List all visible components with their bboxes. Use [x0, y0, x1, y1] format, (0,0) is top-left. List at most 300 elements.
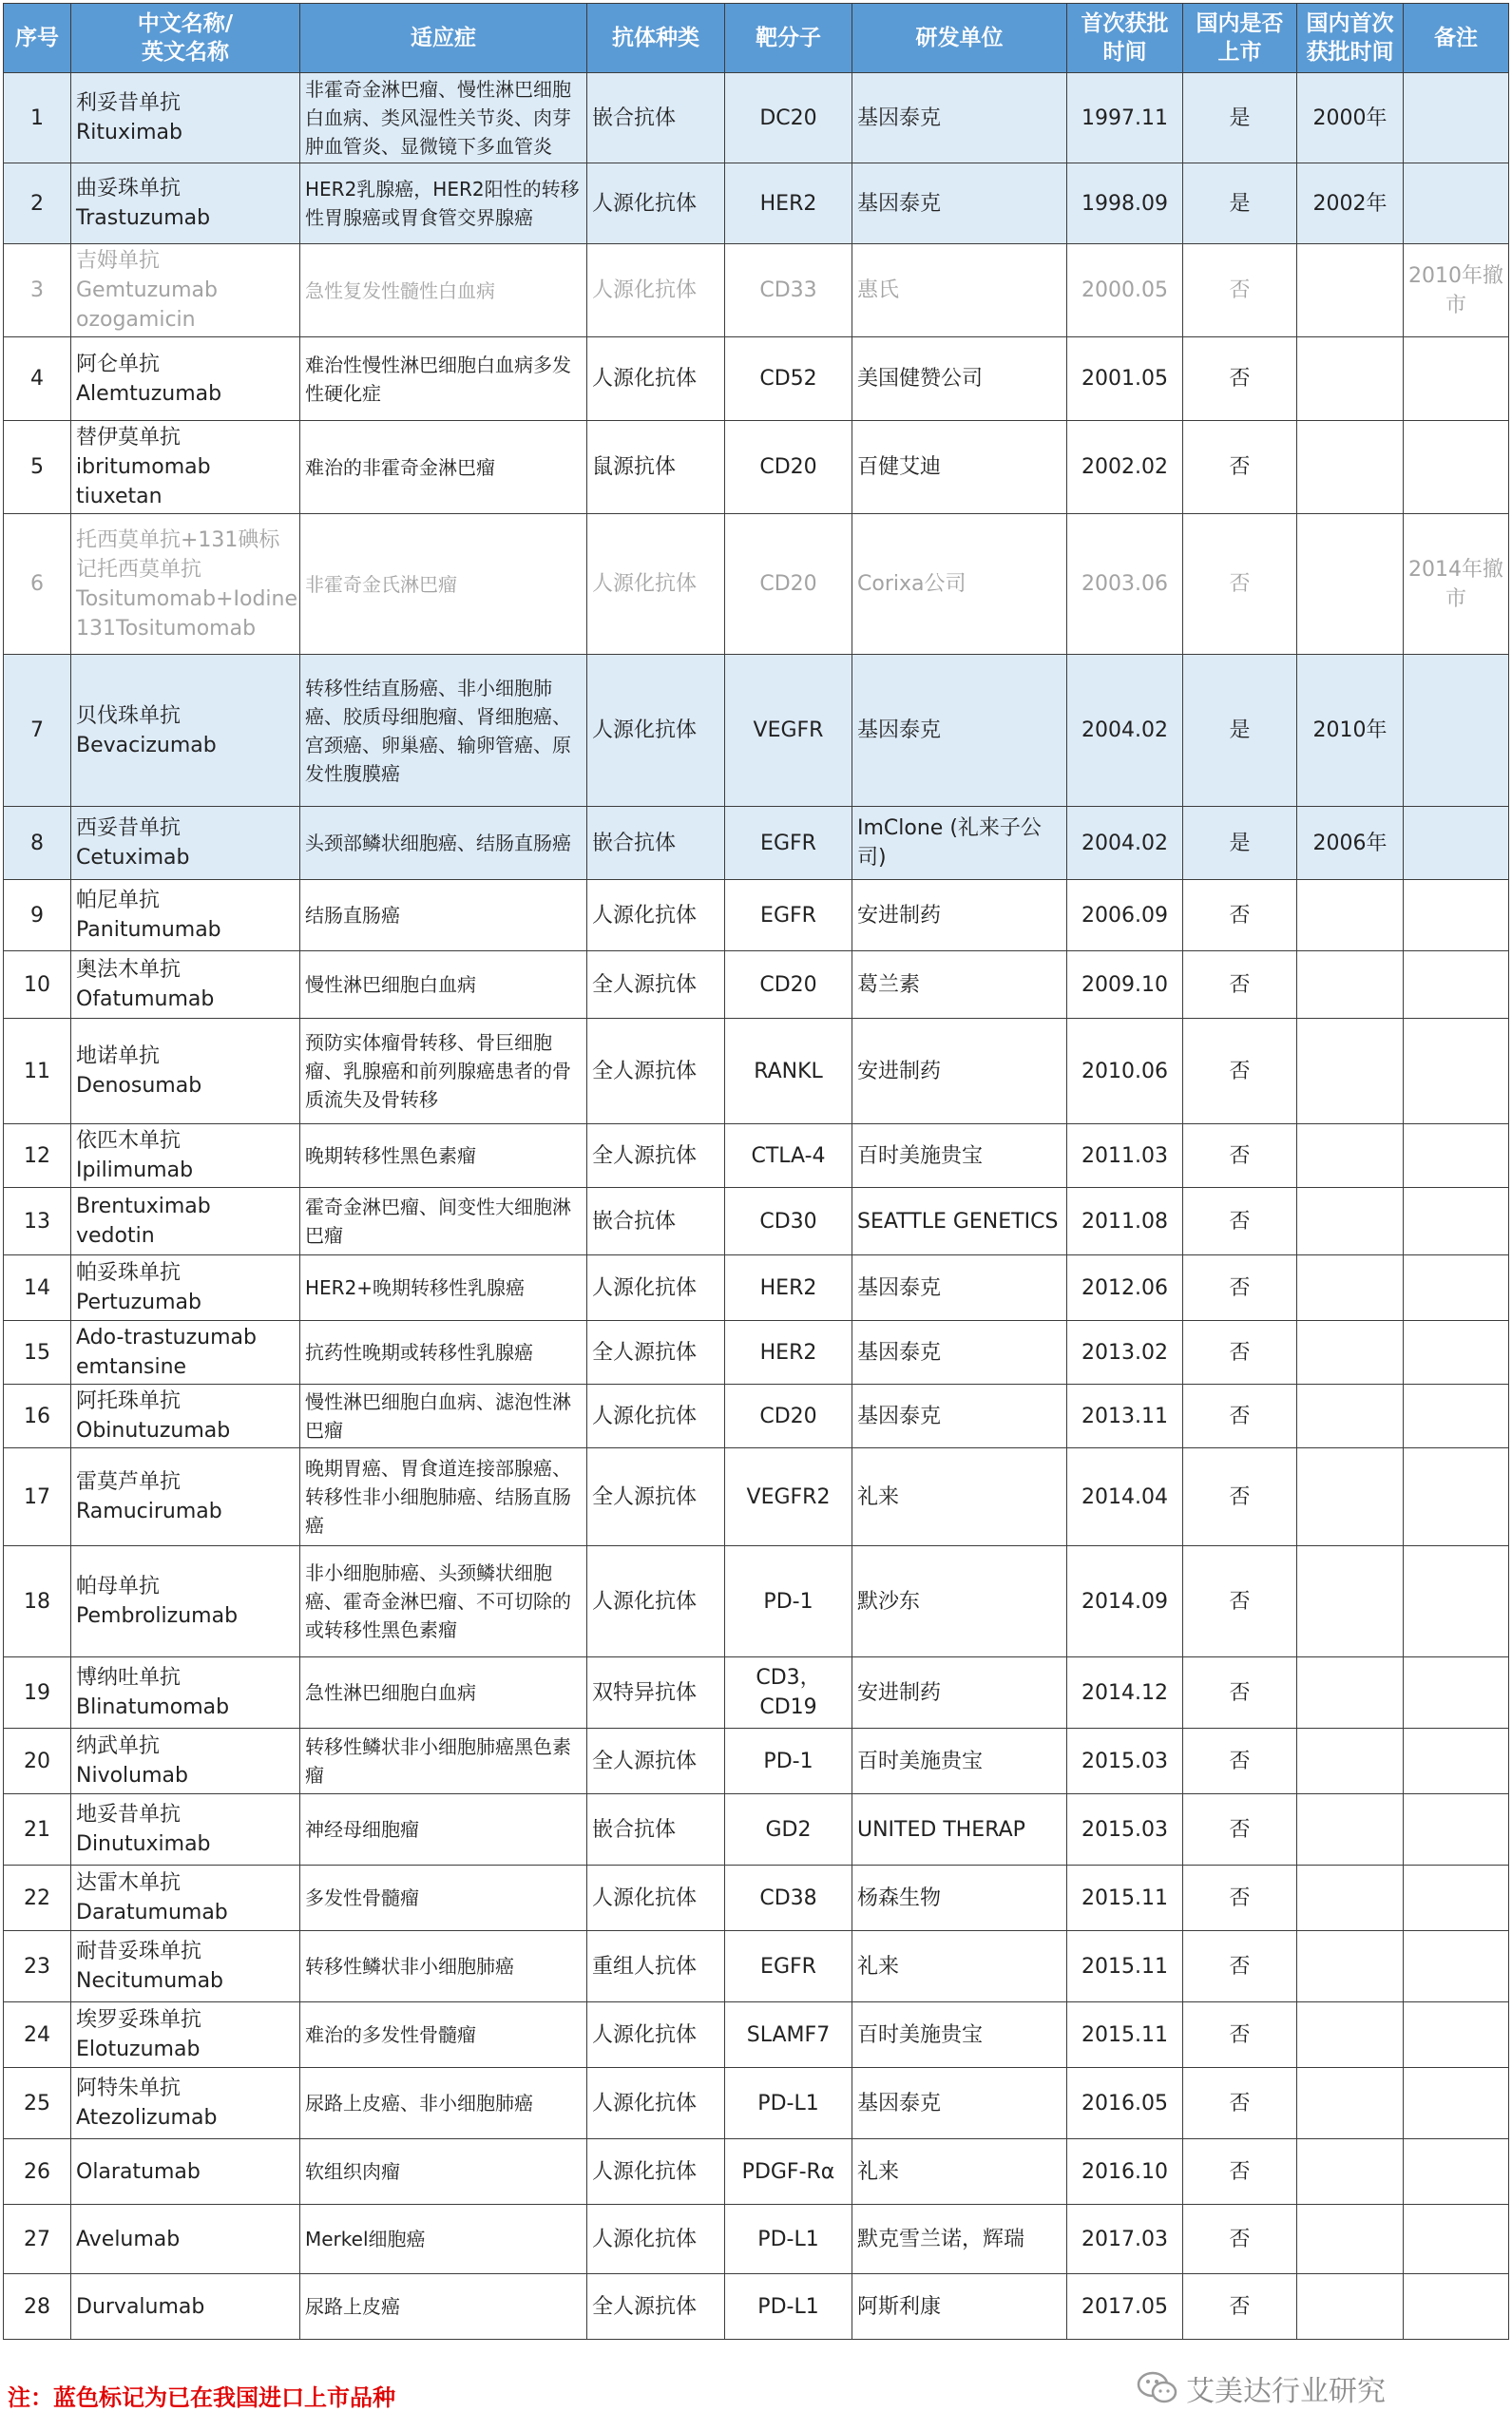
remark-cell: [1404, 2068, 1509, 2139]
table-row: [4, 1019, 1509, 1124]
remark-cell: [1404, 163, 1509, 244]
drug-name-cell: [71, 1321, 300, 1385]
antibody-type-cell: 全人源抗体: [587, 951, 725, 1019]
drug-name-cn: 西妥昔单抗: [76, 816, 182, 840]
row-number: 19: [4, 1657, 71, 1729]
remark-cell: [1404, 2002, 1509, 2068]
china-marketed-cell: 否: [1183, 1385, 1297, 1448]
china-marketed-cell: 否: [1183, 951, 1297, 1019]
developer-cell: UNITED THERAP: [852, 1794, 1067, 1866]
china-approval-cell: [1297, 1448, 1404, 1546]
remark-cell: [1404, 1188, 1509, 1255]
drug-name-en: Atezolizumab: [76, 2106, 218, 2130]
remark-cell: [1404, 1546, 1509, 1657]
indication-cell: 转移性结直肠癌、非小细胞肺癌、胶质母细胞瘤、肾细胞癌、宫颈癌、卵巢癌、输卵管癌、原发性腹膜癌: [300, 655, 587, 807]
drug-name-cn: 地妥昔单抗: [76, 1803, 182, 1827]
first-approval-cell: 2017.03: [1067, 2205, 1183, 2274]
indication-cell: 急性复发性髓性白血病: [300, 244, 587, 337]
drug-name-cn: 埃罗妥珠单抗: [76, 2008, 202, 2032]
target-cell: CD30: [725, 1188, 852, 1255]
table-row: [4, 73, 1509, 163]
row-number: 7: [4, 655, 71, 807]
china-marketed-cell: 否: [1183, 1019, 1297, 1124]
china-approval-cell: 2006年: [1297, 807, 1404, 880]
target-cell: HER2: [725, 1321, 852, 1385]
first-approval-cell: 2015.11: [1067, 1931, 1183, 2002]
drug-name-en: Ipilimumab: [76, 1158, 194, 1182]
target-cell: CD20: [725, 1385, 852, 1448]
indication-cell: 难治性慢性淋巴细胞白血病多发性硬化症: [300, 337, 587, 421]
indication-cell: 多发性骨髓瘤: [300, 1866, 587, 1931]
remark-cell: [1404, 1729, 1509, 1794]
remark-cell: [1404, 2205, 1509, 2274]
drug-name-en: Ofatumumab: [76, 987, 215, 1011]
drug-name-en: Brentuximab vedotin: [76, 1195, 211, 1248]
drug-name-cn: 阿仑单抗: [76, 352, 161, 376]
target-cell: CD20: [725, 421, 852, 514]
antibody-type-cell: 全人源抗体: [587, 2274, 725, 2340]
china-marketed-cell: 否: [1183, 1794, 1297, 1866]
remark-cell: [1404, 1255, 1509, 1321]
antibody-type-cell: 人源化抗体: [587, 1385, 725, 1448]
china-approval-cell: 2002年: [1297, 163, 1404, 244]
china-approval-cell: [1297, 1255, 1404, 1321]
drug-name-cn: 阿特朱单抗: [76, 2077, 182, 2100]
drug-name-cell: [71, 1255, 300, 1321]
first-approval-cell: 2009.10: [1067, 951, 1183, 1019]
drug-name-cell: [71, 880, 300, 951]
remark-cell: 2010年撤市: [1404, 244, 1509, 337]
table-row: [4, 2274, 1509, 2340]
first-approval-cell: 2010.06: [1067, 1019, 1183, 1124]
row-number: 24: [4, 2002, 71, 2068]
remark-cell: [1404, 655, 1509, 807]
drug-name-cell: [71, 2274, 300, 2340]
developer-cell: 安进制药: [852, 880, 1067, 951]
china-marketed-cell: 否: [1183, 1729, 1297, 1794]
first-approval-cell: 1998.09: [1067, 163, 1183, 244]
first-approval-cell: 2013.02: [1067, 1321, 1183, 1385]
china-marketed-cell: 否: [1183, 880, 1297, 951]
table-row: [4, 1321, 1509, 1385]
antibody-type-cell: 人源化抗体: [587, 244, 725, 337]
indication-cell: 非小细胞肺癌、头颈鳞状细胞癌、霍奇金淋巴瘤、不可切除的或转移性黑色素瘤: [300, 1546, 587, 1657]
target-cell: PD-L1: [725, 2068, 852, 2139]
drug-name-cn: 奥法木单抗: [76, 958, 182, 982]
row-number: 14: [4, 1255, 71, 1321]
table-row: [4, 807, 1509, 880]
china-approval-cell: [1297, 2205, 1404, 2274]
china-approval-cell: [1297, 1794, 1404, 1866]
header-china-approval-line1: 国内首次: [1306, 11, 1394, 36]
drug-name-cn: 耐昔妥珠单抗: [76, 1940, 202, 1963]
target-cell: SLAMF7: [725, 2002, 852, 2068]
drug-name-cell: [71, 1385, 300, 1448]
row-number: 20: [4, 1729, 71, 1794]
target-cell: PD-1: [725, 1729, 852, 1794]
header-name-cn: 中文名称/: [137, 11, 234, 36]
china-marketed-cell: 否: [1183, 421, 1297, 514]
first-approval-cell: 2013.11: [1067, 1385, 1183, 1448]
header-china-approval-line2: 获批时间: [1306, 40, 1394, 65]
china-approval-cell: [1297, 1866, 1404, 1931]
indication-cell: 慢性淋巴细胞白血病、滤泡性淋巴瘤: [300, 1385, 587, 1448]
antibody-type-cell: 全人源抗体: [587, 1729, 725, 1794]
table-row: [4, 1448, 1509, 1546]
header-name: [71, 4, 300, 73]
header-antibody-type: 抗体种类: [587, 4, 725, 73]
indication-cell: 尿路上皮癌、非小细胞肺癌: [300, 2068, 587, 2139]
antibody-type-cell: 重组人抗体: [587, 1931, 725, 2002]
target-cell: CD38: [725, 1866, 852, 1931]
table-row: [4, 655, 1509, 807]
indication-cell: 晚期胃癌、胃食道连接部腺癌、转移性非小细胞肺癌、结肠直肠癌: [300, 1448, 587, 1546]
indication-cell: 难治的多发性骨髓瘤: [300, 2002, 587, 2068]
header-name-en: 英文名称: [142, 40, 229, 65]
target-cell: CD20: [725, 514, 852, 655]
indication-cell: 转移性鳞状非小细胞肺癌: [300, 1931, 587, 2002]
drug-name-cell: [71, 1019, 300, 1124]
remark-cell: [1404, 2139, 1509, 2205]
header-first-approval-line1: 首次获批: [1081, 11, 1169, 36]
remark-cell: [1404, 807, 1509, 880]
row-number: 12: [4, 1124, 71, 1188]
antibody-type-cell: 人源化抗体: [587, 1255, 725, 1321]
row-number: 22: [4, 1866, 71, 1931]
china-marketed-cell: 否: [1183, 2274, 1297, 2340]
china-approval-cell: [1297, 1188, 1404, 1255]
table-row: [4, 1255, 1509, 1321]
header-china-marketed: [1183, 4, 1297, 73]
target-cell: CD3，CD19: [725, 1657, 852, 1729]
first-approval-cell: 2002.02: [1067, 421, 1183, 514]
china-marketed-cell: 否: [1183, 514, 1297, 655]
developer-cell: 基因泰克: [852, 1255, 1067, 1321]
table-row: [4, 2139, 1509, 2205]
remark-cell: [1404, 1321, 1509, 1385]
antibody-type-cell: 双特异抗体: [587, 1657, 725, 1729]
china-approval-cell: [1297, 951, 1404, 1019]
header-remark: 备注: [1404, 4, 1509, 73]
remark-cell: 2014年撤市: [1404, 514, 1509, 655]
header-first-approval-line2: 时间: [1102, 40, 1147, 65]
row-number: 25: [4, 2068, 71, 2139]
watermark-text: 艾美达行业研究: [1186, 2375, 1386, 2408]
target-cell: PD-L1: [725, 2274, 852, 2340]
first-approval-cell: 2016.10: [1067, 2139, 1183, 2205]
remark-cell: [1404, 2274, 1509, 2340]
china-marketed-cell: 否: [1183, 1546, 1297, 1657]
antibody-type-cell: 全人源抗体: [587, 1019, 725, 1124]
china-approval-cell: [1297, 1931, 1404, 2002]
developer-cell: 基因泰克: [852, 1321, 1067, 1385]
drug-name-cn: 达雷木单抗: [76, 1871, 182, 1895]
row-number: 15: [4, 1321, 71, 1385]
table-row: [4, 1729, 1509, 1794]
drug-name-en: Panitumumab: [76, 918, 221, 942]
antibody-type-cell: 人源化抗体: [587, 163, 725, 244]
antibody-type-cell: 人源化抗体: [587, 880, 725, 951]
table-row: [4, 1188, 1509, 1255]
developer-cell: 礼来: [852, 2139, 1067, 2205]
drug-name-cell: [71, 1866, 300, 1931]
antibody-type-cell: 全人源抗体: [587, 1448, 725, 1546]
indication-cell: 预防实体瘤骨转移、骨巨细胞瘤、乳腺癌和前列腺癌患者的骨质流失及骨转移: [300, 1019, 587, 1124]
antibody-type-cell: 人源化抗体: [587, 2068, 725, 2139]
developer-cell: 默克雪兰诺，辉瑞: [852, 2205, 1067, 2274]
china-approval-cell: [1297, 2274, 1404, 2340]
header-china-approval: [1297, 4, 1404, 73]
china-marketed-cell: 否: [1183, 2139, 1297, 2205]
drug-name-cn: 阿托珠单抗: [76, 1389, 182, 1413]
drug-name-en: Ramucirumab: [76, 1500, 222, 1523]
developer-cell: 基因泰克: [852, 655, 1067, 807]
target-cell: EGFR: [725, 807, 852, 880]
first-approval-cell: 2014.12: [1067, 1657, 1183, 1729]
developer-cell: 百健艾迪: [852, 421, 1067, 514]
first-approval-cell: 2017.05: [1067, 2274, 1183, 2340]
row-number: 1: [4, 73, 71, 163]
drug-name-cell: [71, 514, 300, 655]
header-seq: 序号: [4, 4, 71, 73]
drug-name-cell: [71, 2139, 300, 2205]
china-approval-cell: [1297, 337, 1404, 421]
row-number: 4: [4, 337, 71, 421]
row-number: 8: [4, 807, 71, 880]
developer-cell: SEATTLE GENETICS: [852, 1188, 1067, 1255]
indication-cell: 非霍奇金氏淋巴瘤: [300, 514, 587, 655]
indication-cell: 慢性淋巴细胞白血病: [300, 951, 587, 1019]
indication-cell: 尿路上皮癌: [300, 2274, 587, 2340]
first-approval-cell: 2006.09: [1067, 880, 1183, 951]
china-approval-cell: [1297, 2002, 1404, 2068]
first-approval-cell: 2012.06: [1067, 1255, 1183, 1321]
drug-name-cn: 帕妥珠单抗: [76, 1261, 182, 1285]
developer-cell: 礼来: [852, 1448, 1067, 1546]
china-marketed-cell: 否: [1183, 2205, 1297, 2274]
row-number: 6: [4, 514, 71, 655]
target-cell: EGFR: [725, 1931, 852, 2002]
remark-cell: [1404, 1866, 1509, 1931]
antibody-type-cell: 人源化抗体: [587, 514, 725, 655]
first-approval-cell: 2004.02: [1067, 807, 1183, 880]
remark-cell: [1404, 421, 1509, 514]
remark-cell: [1404, 1657, 1509, 1729]
drug-name-cn: 吉姆单抗: [76, 249, 161, 273]
table-row: [4, 1385, 1509, 1448]
row-number: 10: [4, 951, 71, 1019]
drug-name-en: ibritumomab tiuxetan: [76, 455, 211, 508]
indication-cell: HER2乳腺癌，HER2阳性的转移性胃腺癌或胃食管交界腺癌: [300, 163, 587, 244]
antibody-type-cell: 人源化抗体: [587, 1866, 725, 1931]
drug-name-cell: [71, 2002, 300, 2068]
drug-name-cell: [71, 1729, 300, 1794]
china-marketed-cell: 否: [1183, 1321, 1297, 1385]
china-approval-cell: [1297, 2139, 1404, 2205]
china-marketed-cell: 是: [1183, 807, 1297, 880]
indication-cell: 难治的非霍奇金淋巴瘤: [300, 421, 587, 514]
remark-cell: [1404, 1448, 1509, 1546]
indication-cell: 急性淋巴细胞白血病: [300, 1657, 587, 1729]
drug-name-en: Olaratumab: [76, 2159, 201, 2184]
table-row: [4, 1794, 1509, 1866]
drug-name-cell: [71, 1124, 300, 1188]
drug-name-cn: 雷莫芦单抗: [76, 1470, 182, 1494]
developer-cell: 惠氏: [852, 244, 1067, 337]
drug-name-en: Elotuzumab: [76, 2038, 201, 2061]
indication-cell: 神经母细胞瘤: [300, 1794, 587, 1866]
table-row: [4, 2068, 1509, 2139]
remark-cell: [1404, 951, 1509, 1019]
footnote: 注：蓝色标记为已在我国进口上市品种: [8, 2383, 395, 2411]
table-row: [4, 1866, 1509, 1931]
developer-cell: 默沙东: [852, 1546, 1067, 1657]
drug-name-cell: [71, 1794, 300, 1866]
drug-name-cn: 博纳吐单抗: [76, 1666, 182, 1690]
table-row: [4, 880, 1509, 951]
target-cell: CD20: [725, 951, 852, 1019]
drug-name-en: Tositumomab+Iodine 131Tositumomab: [76, 586, 298, 641]
drug-name-en: Dinutuximab: [76, 1832, 211, 1856]
drug-name-en: Cetuximab: [76, 846, 190, 870]
china-marketed-cell: 否: [1183, 1255, 1297, 1321]
drug-name-cell: [71, 655, 300, 807]
header-first-approval: [1067, 4, 1183, 73]
drug-name-cell: [71, 244, 300, 337]
china-approval-cell: [1297, 2068, 1404, 2139]
watermark: [1137, 2367, 1386, 2409]
row-number: 13: [4, 1188, 71, 1255]
antibody-type-cell: 全人源抗体: [587, 1124, 725, 1188]
drug-name-cn: 地诺单抗: [76, 1044, 161, 1068]
target-cell: PD-L1: [725, 2205, 852, 2274]
remark-cell: [1404, 73, 1509, 163]
developer-cell: ImClone (礼来子公司): [852, 807, 1067, 880]
remark-cell: [1404, 337, 1509, 421]
china-approval-cell: [1297, 1124, 1404, 1188]
drug-name-en: Blinatumomab: [76, 1695, 230, 1719]
drug-name-cell: [71, 421, 300, 514]
remark-cell: [1404, 1019, 1509, 1124]
remark-cell: [1404, 1124, 1509, 1188]
antibody-type-cell: 人源化抗体: [587, 655, 725, 807]
first-approval-cell: 2001.05: [1067, 337, 1183, 421]
china-marketed-cell: 否: [1183, 1931, 1297, 2002]
drug-name-cn: 利妥昔单抗: [76, 91, 182, 115]
header-china-marketed-line1: 国内是否: [1196, 11, 1284, 36]
row-number: 9: [4, 880, 71, 951]
china-marketed-cell: 否: [1183, 1657, 1297, 1729]
antibody-type-cell: 人源化抗体: [587, 337, 725, 421]
first-approval-cell: 2000.05: [1067, 244, 1183, 337]
table-row: [4, 244, 1509, 337]
drug-name-en: Pembrolizumab: [76, 1604, 239, 1628]
row-number: 18: [4, 1546, 71, 1657]
target-cell: DC20: [725, 73, 852, 163]
antibody-type-cell: 人源化抗体: [587, 2002, 725, 2068]
antibody-type-cell: 嵌合抗体: [587, 73, 725, 163]
target-cell: CD52: [725, 337, 852, 421]
developer-cell: 杨森生物: [852, 1866, 1067, 1931]
developer-cell: 安进制药: [852, 1657, 1067, 1729]
china-marketed-cell: 是: [1183, 163, 1297, 244]
drug-name-cell: [71, 807, 300, 880]
drug-name-cell: [71, 73, 300, 163]
row-number: 5: [4, 421, 71, 514]
header-target: 靶分子: [725, 4, 852, 73]
first-approval-cell: 2004.02: [1067, 655, 1183, 807]
table-header-row: [4, 4, 1509, 73]
first-approval-cell: 2016.05: [1067, 2068, 1183, 2139]
indication-cell: 晚期转移性黑色素瘤: [300, 1124, 587, 1188]
china-approval-cell: [1297, 1321, 1404, 1385]
china-approval-cell: [1297, 514, 1404, 655]
first-approval-cell: 2003.06: [1067, 514, 1183, 655]
drug-name-en: Denosumab: [76, 1074, 202, 1098]
target-cell: CD33: [725, 244, 852, 337]
drug-name-cn: 帕母单抗: [76, 1575, 161, 1598]
china-marketed-cell: 否: [1183, 1866, 1297, 1931]
target-cell: EGFR: [725, 880, 852, 951]
row-number: 26: [4, 2139, 71, 2205]
first-approval-cell: 2011.08: [1067, 1188, 1183, 1255]
target-cell: HER2: [725, 1255, 852, 1321]
drug-name-cell: [71, 1657, 300, 1729]
table-row: [4, 163, 1509, 244]
row-number: 11: [4, 1019, 71, 1124]
china-approval-cell: [1297, 1729, 1404, 1794]
antibody-type-cell: 人源化抗体: [587, 2205, 725, 2274]
drug-name-cell: [71, 1448, 300, 1546]
china-approval-cell: [1297, 880, 1404, 951]
developer-cell: 安进制药: [852, 1019, 1067, 1124]
indication-cell: HER2+晚期转移性乳腺癌: [300, 1255, 587, 1321]
antibody-type-cell: 嵌合抗体: [587, 1794, 725, 1866]
drug-name-cn: 贝伐珠单抗: [76, 703, 182, 728]
china-approval-cell: [1297, 1385, 1404, 1448]
developer-cell: 美国健赞公司: [852, 337, 1067, 421]
drug-name-cn: 帕尼单抗: [76, 889, 161, 912]
antibody-type-cell: 人源化抗体: [587, 1546, 725, 1657]
developer-cell: 百时美施贵宝: [852, 2002, 1067, 2068]
china-marketed-cell: 否: [1183, 1124, 1297, 1188]
drug-name-cell: [71, 163, 300, 244]
first-approval-cell: 2014.09: [1067, 1546, 1183, 1657]
indication-cell: 非霍奇金淋巴瘤、慢性淋巴细胞白血病、类风湿性关节炎、肉芽肿血管炎、显微镜下多血管炎: [300, 73, 587, 163]
antibody-type-cell: 全人源抗体: [587, 1321, 725, 1385]
target-cell: RANKL: [725, 1019, 852, 1124]
developer-cell: 基因泰克: [852, 2068, 1067, 2139]
drug-name-en: Nivolumab: [76, 1764, 188, 1788]
drug-name-en: Avelumab: [76, 2227, 181, 2251]
wechat-icon: [1137, 2371, 1178, 2405]
drug-name-cn: 曲妥珠单抗: [76, 177, 182, 201]
drug-name-en: Pertuzumab: [76, 1291, 201, 1314]
table-row: [4, 2002, 1509, 2068]
header-developer: 研发单位: [852, 4, 1067, 73]
drug-name-en: Rituximab: [76, 121, 182, 144]
remark-cell: [1404, 1385, 1509, 1448]
china-marketed-cell: 否: [1183, 1448, 1297, 1546]
china-approval-cell: [1297, 1657, 1404, 1729]
target-cell: VEGFR2: [725, 1448, 852, 1546]
developer-cell: 基因泰克: [852, 163, 1067, 244]
drug-name-en: Necitumumab: [76, 1969, 224, 1993]
table-row: [4, 951, 1509, 1019]
row-number: 17: [4, 1448, 71, 1546]
drug-name-cn: 依匹木单抗: [76, 1129, 182, 1153]
table-row: [4, 337, 1509, 421]
